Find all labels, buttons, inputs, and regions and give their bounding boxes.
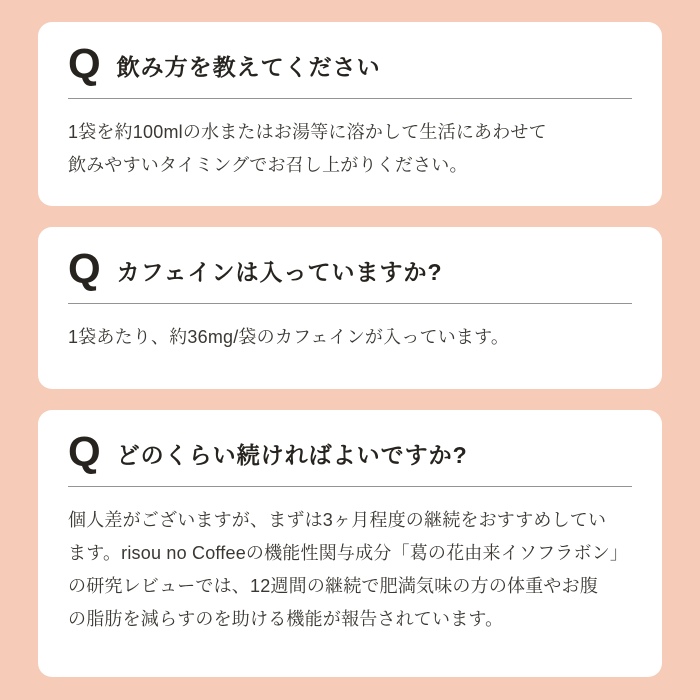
question-row — [68, 247, 632, 291]
answer-line: の脂肪を減らすのを助ける機能が報告されています。 — [68, 609, 504, 629]
answer-text — [68, 321, 632, 354]
answer-line: ます。risou no Coffeeの機能性関与成分「葛の花由来イソフラボン」 — [68, 543, 629, 563]
answer-line: 個人差がございますが、まずは3ヶ月程度の継続をおすすめしてい — [68, 510, 607, 530]
faq-card-duration — [38, 410, 662, 677]
answer-text — [68, 504, 632, 636]
faq-card-caffeine — [38, 227, 662, 389]
q-mark: Q — [68, 245, 101, 292]
question-title: どのくらい続ければよいですか? — [116, 441, 468, 468]
divider — [68, 303, 632, 304]
question-row — [68, 42, 632, 86]
answer-line: 1袋あたり、約36mg/袋のカフェインが入っています。 — [68, 327, 510, 347]
answer-line: の研究レビューでは、12週間の継続で肥満気味の方の体重やお腹 — [68, 576, 599, 596]
question-title: 飲み方を教えてください — [116, 53, 381, 80]
answer-line: 1袋を約100mlの水またはお湯等に溶かして生活にあわせて — [68, 122, 547, 142]
divider — [68, 486, 632, 487]
q-mark: Q — [68, 40, 101, 87]
question-row — [68, 430, 632, 474]
faq-card-drinking — [38, 22, 662, 206]
answer-line: 飲みやすいタイミングでお召し上がりください。 — [68, 155, 468, 175]
answer-text — [68, 116, 632, 182]
question-title: カフェインは入っていますか? — [116, 258, 443, 285]
q-mark: Q — [68, 428, 101, 475]
divider — [68, 98, 632, 99]
